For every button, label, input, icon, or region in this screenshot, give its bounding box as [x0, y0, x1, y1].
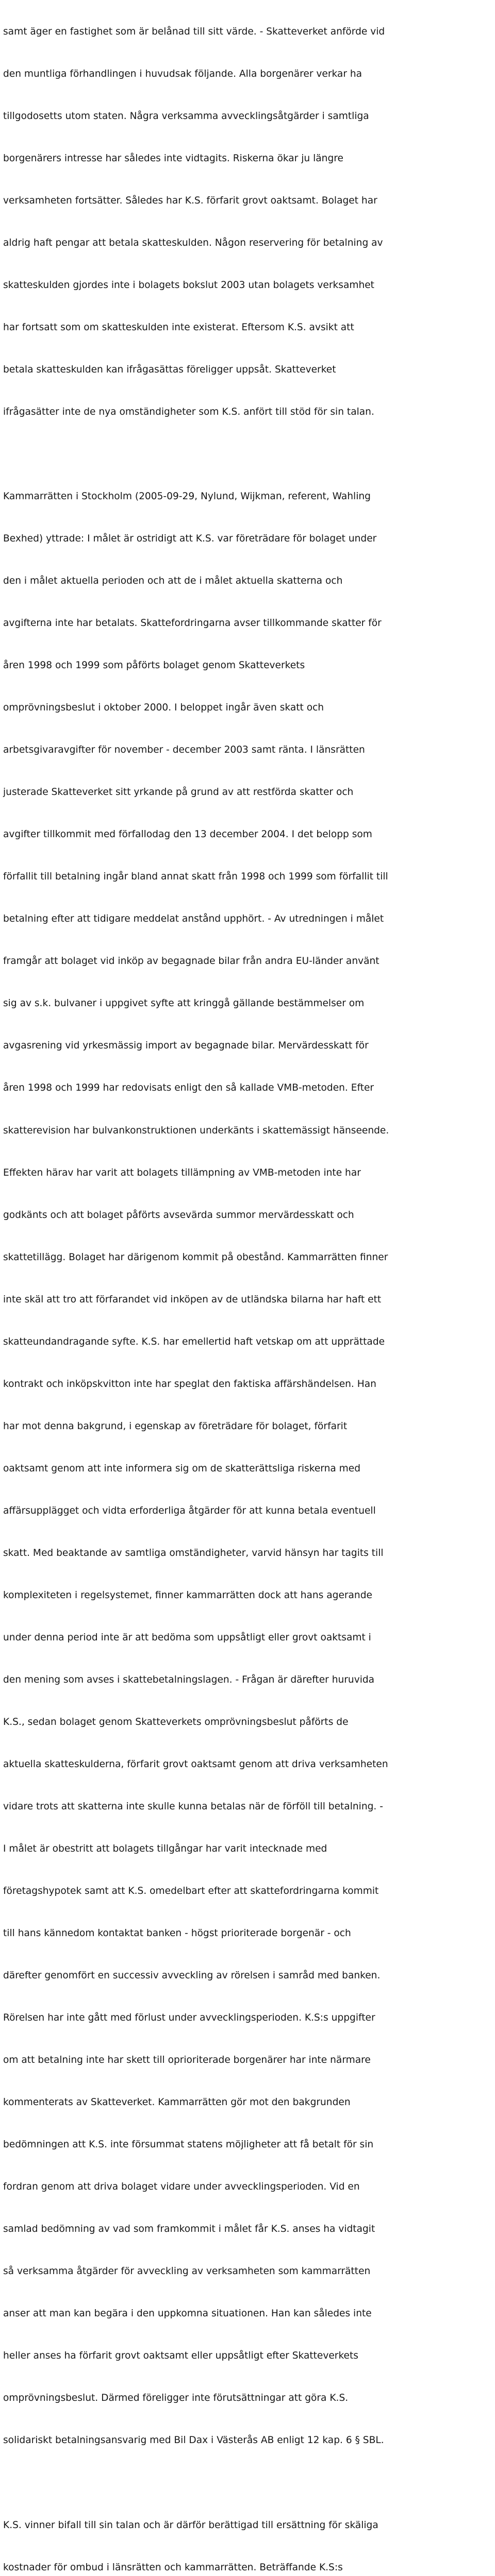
text-line: Bexhed) yttrade: I målet är ostridigt att K.S. var företrädare för bolaget under — [3, 533, 377, 545]
text-line: den i målet aktuella perioden och att de i målet aktuella skatterna och — [3, 575, 343, 587]
text-line: skatteundandragande syfte. K.S. har emellertid haft vetskap om att upprättade — [3, 1336, 385, 1347]
text-line: avgasrening vid yrkesmässig import av begagnade bilar. Mervärdesskatt för — [3, 1040, 369, 1052]
text-line: verksamheten fortsätter. Således har K.S. förfarit grovt oaktsamt. Bolaget har — [3, 195, 377, 206]
text-line: justerade Skatteverket sitt yrkande på grund av att restförda skatter och — [3, 787, 354, 798]
text-line: skatteskulden gjordes inte i bolagets bokslut 2003 utan bolagets verksamhet — [3, 279, 374, 291]
text-line: företagshypotek samt att K.S. omedelbart efter att skattefordringarna kommit — [3, 1886, 379, 1897]
text-line: inte skäl att tro att förfarandet vid inköpen av de utländska bilarna har haft ett — [3, 1294, 382, 1305]
text-line: om att betalning inte har skett till oprioriterade borgenärer har inte närmare — [3, 2055, 371, 2066]
text-line: fordran genom att driva bolaget vidare under avvecklingsperioden. Vid en — [3, 2181, 360, 2193]
text-line: den muntliga förhandlingen i huvudsak följande. Alla borgenärer verkar ha — [3, 68, 362, 79]
text-line: till hans kännedom kontaktat banken - högst prioriterade borgenär - och — [3, 1928, 351, 1939]
text-line: affärsupplägget och vidta erforderliga åtgärder för att kunna betala eventuell — [3, 1505, 376, 1516]
document-page — [3, 0, 493, 2576]
text-line: under denna period inte är att bedöma som uppsåtligt eller grovt oaktsamt i — [3, 1632, 371, 1643]
text-line: skattetillägg. Bolaget har därigenom kommit på obestånd. Kammarrätten finner — [3, 1251, 388, 1263]
text-line: samt äger en fastighet som är belånad till sitt värde. - Skatteverket anförde vid — [3, 26, 385, 37]
text-line: ifrågasätter inte de nya omständigheter som K.S. anfört till stöd för sin talan. — [3, 406, 374, 417]
text-line: kostnader för ombud i länsrätten och kammarrätten. Beträffande K.S:s — [3, 2562, 343, 2573]
text-line: bedömningen att K.S. inte försummat statens möjligheter att få betalt för sin — [3, 2139, 374, 2150]
text-line: avgifter tillkommit med förfallodag den 13 december 2004. I det belopp som — [3, 829, 372, 840]
paragraph-costs — [3, 2490, 493, 2576]
text-line: solidariskt betalningsansvarig med Bil Dax i Västerås AB enligt 12 kap. 6 § SBL. — [3, 2435, 384, 2446]
text-line: därefter genomfört en successiv avveckling av rörelsen i samråd med banken. — [3, 1970, 381, 1981]
text-line: kommenterats av Skatteverket. Kammarrätten gör mot den bakgrunden — [3, 2097, 351, 2108]
text-line: den mening som avses i skattebetalningslagen. - Frågan är därefter huruvida — [3, 1674, 375, 1685]
text-line: anser att man kan begära i den uppkomna situationen. Han kan således inte — [3, 2308, 372, 2319]
text-line: godkänts och att bolaget påförts avsevärda summor mervärdesskatt och — [3, 1209, 354, 1221]
text-line: arbetsgivaravgifter för november - december 2003 samt ränta. I länsrätten — [3, 744, 365, 756]
text-line: samlad bedömning av vad som framkommit i målet får K.S. anses ha vidtagit — [3, 2224, 375, 2235]
text-line: så verksamma åtgärder för avveckling av verksamheten som kammarrätten — [3, 2266, 371, 2277]
text-line: borgenärers intresse har således inte vidtagits. Riskerna ökar ju längre — [3, 152, 343, 164]
text-line: vidare trots att skatterna inte skulle kunna betalas när de förföll till betalning. - — [3, 1801, 383, 1812]
text-line: aldrig haft pengar att betala skatteskulden. Någon reservering för betalning av — [3, 237, 383, 248]
text-line: framgår att bolaget vid inköp av begagnade bilar från andra EU-länder använt — [3, 956, 380, 967]
text-line: Rörelsen har inte gått med förlust under avvecklingsperioden. K.S:s uppgifter — [3, 2012, 375, 2024]
text-line: skatt. Med beaktande av samtliga omständigheter, varvid hänsyn har tagits till — [3, 1547, 384, 1558]
text-line: K.S., sedan bolaget genom Skatteverkets omprövningsbeslut påförts de — [3, 1716, 349, 1727]
text-line: K.S. vinner bifall till sin talan och är därför berättigad till ersättning för skäliga — [3, 2519, 378, 2531]
text-line: betala skatteskulden kan ifrågasättas föreligger uppsåt. Skatteverket — [3, 364, 336, 375]
text-line: kontrakt och inköpskvitton inte har speglat den faktiska affärshändelsen. Han — [3, 1378, 376, 1389]
text-line: Effekten härav har varit att bolagets tillämpning av VMB-metoden inte har — [3, 1167, 361, 1178]
text-line: har mot denna bakgrund, i egenskap av företrädare för bolaget, förfarit — [3, 1420, 348, 1432]
text-line: skatterevision har bulvankonstruktionen underkänts i skattemässigt hänseende. — [3, 1125, 389, 1136]
text-line: omprövningsbeslut i oktober 2000. I beloppet ingår även skatt och — [3, 702, 324, 714]
paragraph-skatteverket-arguments — [3, 0, 493, 447]
text-line: förfallit till betalning ingår bland annat skatt från 1998 och 1999 som förfallit till — [3, 871, 388, 883]
text-line: oaktsamt genom att inte informera sig om de skatterättsliga riskerna med — [3, 1463, 361, 1474]
text-line: tillgodosetts utom staten. Några verksamma avvecklingsåtgärder i samtliga — [3, 110, 369, 122]
text-line: har fortsatt som om skatteskulden inte existerat. Eftersom K.S. avsikt att — [3, 321, 354, 333]
paragraph-kammarratten-judgment — [3, 461, 493, 2476]
text-line: Kammarrätten i Stockholm (2005-09-29, Nylund, Wijkman, referent, Wahling — [3, 491, 371, 502]
text-line: sig av s.k. bulvaner i uppgivet syfte att kringgå gällande bestämmelser om — [3, 998, 365, 1009]
text-line: betalning efter att tidigare meddelat anstånd upphört. - Av utredningen i målet — [3, 913, 384, 925]
text-line: omprövningsbeslut. Därmed föreligger inte förutsättningar att göra K.S. — [3, 2393, 349, 2404]
text-line: I målet är obestritt att bolagets tillgångar har varit intecknade med — [3, 1843, 327, 1855]
text-line: heller anses ha förfarit grovt oaktsamt eller uppsåtligt efter Skatteverkets — [3, 2350, 358, 2362]
text-line: åren 1998 och 1999 som påförts bolaget genom Skatteverkets — [3, 660, 305, 671]
text-line: avgifterna inte har betalats. Skattefordringarna avser tillkommande skatter för — [3, 618, 382, 629]
text-line: komplexiteten i regelsystemet, finner kammarrätten dock att hans agerande — [3, 1589, 372, 1601]
text-line: åren 1998 och 1999 har redovisats enligt den så kallade VMB-metoden. Efter — [3, 1082, 374, 1094]
text-line: aktuella skatteskulderna, förfarit grovt oaktsamt genom att driva verksamheten — [3, 1758, 388, 1770]
